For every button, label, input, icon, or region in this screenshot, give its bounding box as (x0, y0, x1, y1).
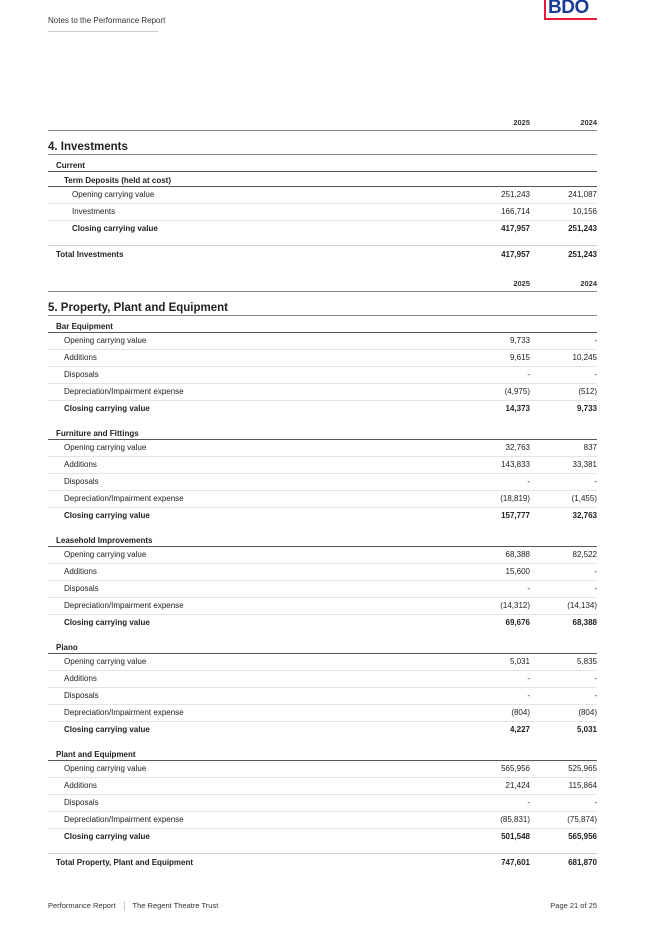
table-row-closing: Closing carrying value 4,227 5,031 (64, 725, 597, 734)
total-row: Total Investments 417,957 251,243 (48, 245, 597, 262)
table-row: Disposals - - (48, 474, 597, 491)
page-number: Page 21 of 25 (550, 901, 597, 910)
table-row: Additions 15,600 - (48, 564, 597, 581)
table-row: Depreciation/Impairment expense (804) (804) (48, 705, 597, 722)
table-row: Opening carrying value 32,763 837 (48, 440, 597, 457)
table-row-closing: Closing carrying value 501,548 565,956 (64, 832, 597, 841)
table-row: Additions 21,424 115,864 (48, 778, 597, 795)
logo-text: BDO (548, 0, 589, 18)
table-row: Opening carrying value 565,956 525,965 (48, 761, 597, 778)
table-row: Disposals - - (48, 688, 597, 705)
group-heading: Leasehold Improvements (48, 536, 597, 547)
section-title: 4. Investments (48, 141, 597, 155)
footer-report-name: Performance Report (48, 901, 116, 910)
header-divider (48, 31, 158, 32)
table-row-closing: Closing carrying value 417,957 251,243 (72, 224, 597, 233)
table-row: Additions 143,833 33,381 (48, 457, 597, 474)
group-heading: Furniture and Fittings (48, 429, 597, 440)
table-row: Additions 9,615 10,245 (48, 350, 597, 367)
section-title: 5. Property, Plant and Equipment (48, 302, 597, 316)
subgroup-heading: Term Deposits (held at cost) (48, 176, 597, 187)
year-2024: 2024 (580, 279, 597, 288)
group-heading: Bar Equipment (48, 322, 597, 333)
year-2025: 2025 (513, 279, 530, 288)
year-2024: 2024 (580, 118, 597, 127)
bdo-logo (544, 0, 598, 22)
table-row: Opening carrying value 9,733 - (48, 333, 597, 350)
group-heading: Current (48, 161, 597, 172)
table-row: Disposals - - (48, 795, 597, 812)
header-title: Notes to the Performance Report (48, 16, 166, 25)
investments-section (48, 116, 597, 262)
table-row: Depreciation/Impairment expense (4,975) (512) (48, 384, 597, 401)
year-2025: 2025 (513, 118, 530, 127)
table-row: Depreciation/Impairment expense (85,831) (75,874) (48, 812, 597, 829)
logo-bar-vertical (544, 0, 546, 20)
table-row: Opening carrying value 5,031 5,835 (48, 654, 597, 671)
table-row-closing: Closing carrying value 14,373 9,733 (64, 404, 597, 413)
table-row-closing: Closing carrying value 157,777 32,763 (64, 511, 597, 520)
ppe-section (48, 277, 597, 870)
table-row-closing: Closing carrying value 69,676 68,388 (64, 618, 597, 627)
table-row: Opening carrying value 68,388 82,522 (48, 547, 597, 564)
group-heading: Piano (48, 643, 597, 654)
footer-org-name: The Regent Theatre Trust (132, 901, 219, 910)
group-heading: Plant and Equipment (48, 750, 597, 761)
table-row: Investments 166,714 10,156 (48, 204, 597, 221)
table-row: Additions - - (48, 671, 597, 688)
year-header (48, 116, 597, 131)
year-header (48, 277, 597, 292)
table-row: Opening carrying value 251,243 241,087 (48, 187, 597, 204)
table-row: Depreciation/Impairment expense (18,819) (1,455) (48, 491, 597, 508)
page-footer (48, 901, 597, 911)
footer-separator (124, 901, 125, 911)
table-row: Disposals - - (48, 367, 597, 384)
table-row: Disposals - - (48, 581, 597, 598)
total-row: Total Property, Plant and Equipment 747,601 681,870 (48, 853, 597, 870)
table-row: Depreciation/Impairment expense (14,312) (14,134) (48, 598, 597, 615)
